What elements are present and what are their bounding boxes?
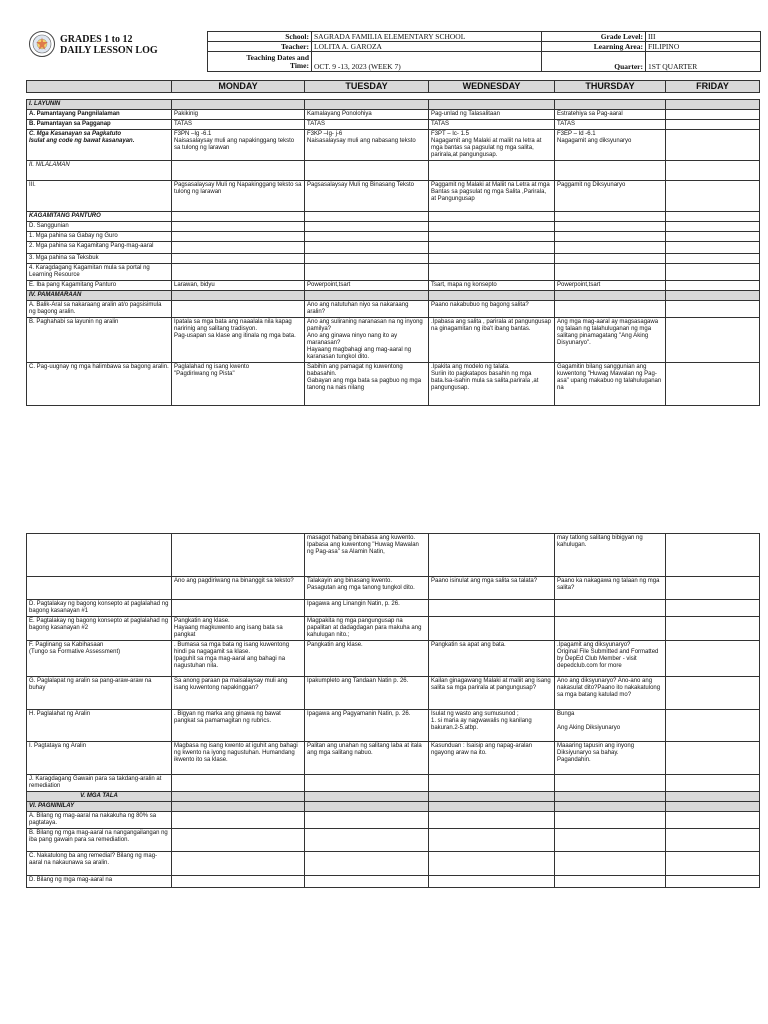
day-cell-friday [666,264,760,281]
table-row [27,242,760,254]
table-row [27,742,760,775]
row-label: 2. Mga pahina sa Kagamitang Pang-mag-aaral [27,242,172,254]
day-cell-wednesday [429,876,555,888]
day-cell-friday [666,232,760,242]
table-row [27,577,760,600]
table-row [27,710,760,742]
day-cell-tuesday [305,812,429,829]
day-cell-tuesday: masagot habang binabasa ang kuwento. Ipabasa ang kuwentong "Huwag Mawalan ng Pag-asa" sa Alamin Natin, [305,534,429,577]
day-cell-monday [172,242,305,254]
dates-label-line-1: Teaching Dates and [246,52,309,62]
day-cell-thursday: Estratehiya sa Pag-aaral [555,110,666,120]
day-cell-friday [666,161,760,181]
day-cell-friday [666,742,760,775]
day-cell-thursday: TATAS [555,120,666,130]
day-cell-thursday: Ang mga mag-aaral ay magsasagawa ng talaan ng talahuluganan ng mga salitang pinamagatang "Ang Aking Disyunaryo". [555,318,666,363]
day-cell-tuesday: Ipakumpleto ang Tandaan Natin p. 26. [305,677,429,710]
page-1 [0,0,768,482]
grade-value: III [646,32,761,42]
row-label: VI. PAGNINILAY [27,802,172,812]
row-label: B. Bilang ng mga mag-aaral na nangangailangan ng iba pang gawain para sa remediation. [27,829,172,852]
day-cell-thursday [555,100,666,110]
day-cell-wednesday [429,222,555,232]
table-row [27,775,760,792]
day-cell-thursday [555,792,666,802]
row-label: 1. Mga pahina sa Gabay ng Guro [27,232,172,242]
day-cell-monday [172,254,305,264]
days-header-table [26,80,760,93]
day-cell-wednesday: Kailan ginagawang Malaki at maliit ang isang salita sa mga parirala at pangungusap? [429,677,555,710]
day-cell-thursday: Paggamit ng Diksyunaryo [555,181,666,212]
day-cell-friday [666,222,760,232]
day-cell-wednesday: Paggamit ng Malaki at Maliit na Letra at mga Bantas sa pagsulat ng mga Salita ,Parirala, at Pangungusap [429,181,555,212]
day-cell-tuesday [305,264,429,281]
row-label: G. Paglalapat ng aralin sa pang-araw-araw na buhay [27,677,172,710]
day-cell-tuesday: Ipagawa ang Linangin Natin, p. 26. [305,600,429,617]
day-cell-thursday [555,301,666,318]
day-cell-friday [666,617,760,641]
day-cell-friday [666,120,760,130]
day-cell-monday [172,161,305,181]
day-cell-thursday [555,222,666,232]
table-row [27,363,760,406]
day-cell-thursday [555,802,666,812]
day-cell-thursday [555,264,666,281]
day-cell-tuesday [305,232,429,242]
deped-seal-icon [29,31,55,57]
day-cell-tuesday: Ano ang suliraning naranasan na ng inyong pamilya? Ano ang ginawa ninyo nang ito ay maranasan? Hayaang magbahagi ang mag-aaral ng karanasan tungkol dito. [305,318,429,363]
day-cell-thursday: Bunga Ang Aking Diksiyunaryo [555,710,666,742]
day-cell-monday [172,792,305,802]
table-row [27,232,760,242]
day-cell-monday [172,212,305,222]
day-cell-monday [172,301,305,318]
day-cell-wednesday [429,829,555,852]
day-cell-thursday: F3EP – Id -6.1 Nagagamit ang diksyunaryo [555,130,666,161]
day-cell-monday: Ano ang pagdiriwang na binanggit sa teksto? [172,577,305,600]
table-row [27,264,760,281]
day-cell-monday [172,775,305,792]
row-label: IV. PAMAMARAAN [27,291,172,301]
day-cell-monday: Pagsasalaysay Muli ng Napakinggang teksto sa tulong ng larawan [172,181,305,212]
day-cell-monday: Sa anong paraan pa maisalaysay muli ang isang kuwentong napakinggan? [172,677,305,710]
table-row [27,130,760,161]
day-cell-tuesday [305,876,429,888]
document-title [60,34,158,56]
table-row [27,802,760,812]
row-label: F. Paglinang sa Kabihasaan (Tungo sa Formative Assessment) [27,641,172,677]
day-cell-monday [172,232,305,242]
day-cell-monday [172,100,305,110]
day-cell-thursday [555,161,666,181]
day-cell-wednesday: Isulat ng wasto ang sumusunod ; 1. si maria ay nagwawalis ng kanilang bakuran.2-5.atbp. [429,710,555,742]
day-cell-friday [666,812,760,829]
day-cell-wednesday [429,264,555,281]
day-friday: FRIDAY [666,81,760,93]
dates-label-line-2: Time: [289,60,309,70]
day-cell-monday [172,600,305,617]
row-label: A. Balik-Aral sa nakaraang aralin at/o pagsisimula ng bagong aralin. [27,301,172,318]
dates-label [208,52,312,72]
table-row [27,534,760,577]
day-cell-tuesday: F3KP –Ig- j-6 Naisasalaysay muli ang nabasang teksto [305,130,429,161]
day-cell-friday [666,710,760,742]
day-cell-friday [666,641,760,677]
day-cell-monday: . Bigyan ng marka ang ginawa ng bawat pangkat sa pamamagitan ng rubrics. [172,710,305,742]
day-cell-monday [172,291,305,301]
day-cell-tuesday [305,802,429,812]
page-gap [0,482,768,533]
day-cell-monday [172,876,305,888]
table-row [27,641,760,677]
day-cell-tuesday [305,291,429,301]
day-cell-wednesday: Tsart, mapa ng konsepto [429,281,555,291]
table-row [27,812,760,829]
day-cell-wednesday: .Ipabasa ang salita , parirala at pangungusap na ginagamitan ng iba't ibang bantas. [429,318,555,363]
day-cell-wednesday [429,600,555,617]
title-line-1: GRADES 1 to 12 [60,34,133,45]
table-row [27,110,760,120]
table-row [27,600,760,617]
day-cell-monday: Magbasa ng isang kwento at iguhit ang bahagi ng kwento na iyong nagustuhan. Humandang ikwento ito sa klase. [172,742,305,775]
day-cell-thursday [555,876,666,888]
day-cell-monday: Larawan, bidyu [172,281,305,291]
day-cell-wednesday [429,242,555,254]
day-cell-friday [666,829,760,852]
table-row [27,254,760,264]
day-tuesday: TUESDAY [305,81,429,93]
row-label: D. Pagtalakay ng bagong konsepto at paglalahad ng bagong kasanayan #1 [27,600,172,617]
quarter-label: Quarter: [542,52,646,72]
day-cell-tuesday [305,212,429,222]
row-label: 3. Mga pahina sa Teksbuk [27,254,172,264]
day-cell-wednesday [429,792,555,802]
day-cell-tuesday [305,100,429,110]
day-cell-wednesday [429,534,555,577]
day-cell-thursday [555,812,666,829]
row-label: III. [27,181,172,212]
day-cell-monday [172,812,305,829]
day-cell-monday: F3PN –Ig -6.1 Naisasalaysay muli ang napakinggang teksto sa tulong ng larawan [172,130,305,161]
day-cell-monday: Pangkatin ang klase. Hayaang magkuwento ang isang bata sa pangkat [172,617,305,641]
day-cell-wednesday: .Ipakita ang modelo ng talata. Suriin ito pagkatapos basahin ng mga bata.Isa-isahin mula sa salita,parirala ,at pangungusap. [429,363,555,406]
day-cell-monday: TATAS [172,120,305,130]
day-cell-thursday: Maaaring tapusin ang inyong Diksiyunaryo sa bahay. Pagandahin. [555,742,666,775]
row-label: C. Nakatulong ba ang remedial? Bilang ng mag-aaral na nakaunawa sa aralin. [27,852,172,876]
lesson-table-page-2 [26,533,760,888]
day-cell-friday [666,852,760,876]
day-cell-tuesday [305,161,429,181]
row-label: KAGAMITANG PANTURO [27,212,172,222]
day-cell-friday [666,363,760,406]
row-label: I. LAYUNIN [27,100,172,110]
row-label: A. Bilang ng mag-aaral na nakakuha ng 80% sa pagtataya. [27,812,172,829]
table-row [27,792,760,802]
day-cell-tuesday: Kamalayang Ponolohiya [305,110,429,120]
day-cell-wednesday: Pangkatin sa apat ang bata. [429,641,555,677]
row-label: C. Pag-uugnay ng mga halimbawa sa bagong aralin. [27,363,172,406]
day-cell-tuesday [305,254,429,264]
day-cell-tuesday [305,829,429,852]
day-cell-thursday [555,852,666,876]
table-row [27,301,760,318]
day-cell-tuesday: Talakayin ang binasang kwento. Pasagutan ang mga tanong tungkol dito. [305,577,429,600]
day-cell-wednesday [429,617,555,641]
row-label: E. Iba pang Kagamitang Panturo [27,281,172,291]
day-cell-thursday [555,254,666,264]
day-cell-monday [172,222,305,232]
day-cell-thursday [555,291,666,301]
day-cell-thursday: Powerpoint,tsart [555,281,666,291]
day-cell-friday [666,802,760,812]
day-cell-friday [666,318,760,363]
day-cell-friday [666,281,760,291]
table-row [27,281,760,291]
day-cell-friday [666,792,760,802]
title-line-2: DAILY LESSON LOG [60,45,158,56]
day-cell-wednesday [429,232,555,242]
table-row [27,120,760,130]
row-label: H. Paglalahat ng Aralin [27,710,172,742]
table-row [27,212,760,222]
day-cell-tuesday [305,242,429,254]
row-label: II. NILALAMAN [27,161,172,181]
day-cell-friday [666,301,760,318]
day-cell-tuesday: Ano ang natutuhan niyo sa nakaraang aralin? [305,301,429,318]
day-cell-monday: Paglalahad ng isang kwento "Pagdiriwang ng Pista" [172,363,305,406]
day-cell-monday: . Bumasa sa mga bata ng isang kuwentong hindi pa nagagamit sa klase. Ipaguhit sa mga mag-aaral ang bahagi na nagustuhan nila. [172,641,305,677]
row-label: B. Paghahabi sa layunin ng aralin [27,318,172,363]
quarter-value: 1ST QUARTER [646,52,761,72]
header-table [207,31,761,72]
row-label [27,534,172,577]
day-cell-friday [666,100,760,110]
day-cell-thursday [555,242,666,254]
dates-value: OCT. 9 -13, 2023 (WEEK 7) [312,52,542,72]
day-cell-thursday [555,775,666,792]
day-cell-tuesday [305,852,429,876]
area-label: Learning Area: [542,42,646,52]
day-cell-wednesday [429,161,555,181]
row-label: I. Pagtataya ng Aralin [27,742,172,775]
table-row [27,617,760,641]
row-label: V. MGA TALA [27,792,172,802]
table-row [27,318,760,363]
day-cell-friday [666,677,760,710]
day-cell-tuesday: Pangkatin ang klase. [305,641,429,677]
day-cell-thursday [555,600,666,617]
day-cell-monday [172,534,305,577]
grade-label: Grade Level: [542,32,646,42]
day-cell-wednesday [429,852,555,876]
day-cell-friday [666,600,760,617]
day-cell-friday [666,876,760,888]
day-cell-tuesday: TATAS [305,120,429,130]
days-header-blank [27,81,172,93]
day-cell-wednesday [429,775,555,792]
day-thursday: THURSDAY [555,81,666,93]
day-cell-monday [172,802,305,812]
row-label: C. Mga Kasanayan sa Pagkatuto Isulat ang code ng bawat kasanayan. [27,130,172,161]
day-cell-thursday: may tatlong salitang bibigyan ng kahulugan. [555,534,666,577]
day-cell-friday [666,110,760,120]
day-cell-wednesday: F3PT – Ic- 1.5 Nagagamit ang Malaki at maliit na letra at mga bantas sa pagsulat ng mga salita, parirala,at pangungusap. [429,130,555,161]
teacher-label: Teacher: [208,42,312,52]
day-monday: MONDAY [172,81,305,93]
day-cell-tuesday: Sabihin ang pamagat ng kuwentong babasahin. Gabayan ang mga bata sa pagbuo ng mga tanong na nais nilang [305,363,429,406]
row-label: A. Pamantayang Pangnilalaman [27,110,172,120]
day-wednesday: WEDNESDAY [429,81,555,93]
teacher-value: LOLITA A. GAROZA [312,42,542,52]
day-cell-friday [666,130,760,161]
table-row [27,852,760,876]
day-cell-tuesday [305,792,429,802]
row-label: B. Pamantayan sa Pagganap [27,120,172,130]
row-label: J. Karagdagang Gawain para sa takdang-aralin at remediation [27,775,172,792]
table-row [27,181,760,212]
table-row [27,222,760,232]
day-cell-thursday [555,617,666,641]
table-row [27,161,760,181]
day-cell-friday [666,181,760,212]
day-cell-friday [666,212,760,222]
day-cell-wednesday [429,100,555,110]
day-cell-wednesday: Pag-unlad ng Talasalitaan [429,110,555,120]
table-row [27,291,760,301]
day-cell-friday [666,534,760,577]
day-cell-thursday: Ano ang diksyunaryo? Ano-ano ang nakasulat dito?Paano ito nakakatulong sa mga batang katulad mo? [555,677,666,710]
day-cell-monday [172,264,305,281]
day-cell-wednesday: TATAS [429,120,555,130]
day-cell-friday [666,254,760,264]
day-cell-tuesday: Pagsasalaysay Muli ng Binasang Teksto [305,181,429,212]
day-cell-tuesday [305,775,429,792]
lesson-table-page-1 [26,99,760,406]
day-cell-wednesday: Paano isinulat ang mga salita sa talata? [429,577,555,600]
day-cell-thursday [555,829,666,852]
table-row [27,829,760,852]
day-cell-tuesday: Magpakita ng mga pangungusap na papalitan at dadagdagan para makuha ang kahulugan nito.; [305,617,429,641]
day-cell-tuesday [305,222,429,232]
day-cell-thursday [555,232,666,242]
area-value: FILIPINO [646,42,761,52]
row-label: D. Bilang ng mga mag-aaral na [27,876,172,888]
row-label: 4. Karagdagang Kagamitan mula sa portal ng Learning Resource [27,264,172,281]
day-cell-wednesday [429,212,555,222]
day-cell-monday: Pakikinig [172,110,305,120]
day-cell-monday: Ipatala sa mga bata ang naaalala nila kapag naririnig ang salitang tradisyon. Pag-usapan sa klase ang itinala ng mga bata. [172,318,305,363]
day-cell-tuesday: Palitan ang unahan ng salitang laba at itala ang mga salitang nabuo. [305,742,429,775]
school-label: School: [208,32,312,42]
day-cell-friday [666,242,760,254]
day-cell-thursday: Gagamitin bilang sanggunian ang kuwentong "Huwag Mawalan ng Pag-asa" upang makabuo ng talahuluganan na [555,363,666,406]
day-cell-tuesday: Ipagawa ang Pagyamanin Natin, p. 26. [305,710,429,742]
table-row [27,876,760,888]
row-label: E. Pagtalakay ng bagong konsepto at paglalahad ng bagong kasanayan #2 [27,617,172,641]
day-cell-wednesday [429,254,555,264]
school-value: SAGRADA FAMILIA ELEMENTARY SCHOOL [312,32,542,42]
day-cell-tuesday: Powerpoint,tsart [305,281,429,291]
row-label: D. Sanggunian [27,222,172,232]
day-cell-wednesday [429,802,555,812]
day-cell-monday [172,829,305,852]
day-cell-friday [666,775,760,792]
day-cell-wednesday [429,812,555,829]
table-row [27,677,760,710]
day-cell-monday [172,852,305,876]
day-cell-wednesday: Kasunduan : Isaisip ang napag-aralan ngayong araw na ito. [429,742,555,775]
day-cell-thursday [555,212,666,222]
table-row [27,100,760,110]
day-cell-wednesday: Paano nakabubuo ng bagong salita? [429,301,555,318]
day-cell-thursday: .Ipagamit ang diksyunaryo? Original File Submitted and Formatted by DepEd Club Member - visit depedclub.com for more [555,641,666,677]
day-cell-wednesday [429,291,555,301]
row-label [27,577,172,600]
day-cell-friday [666,577,760,600]
day-cell-thursday: Paano ka nakagawa ng talaan ng mga salita? [555,577,666,600]
day-cell-friday [666,291,760,301]
